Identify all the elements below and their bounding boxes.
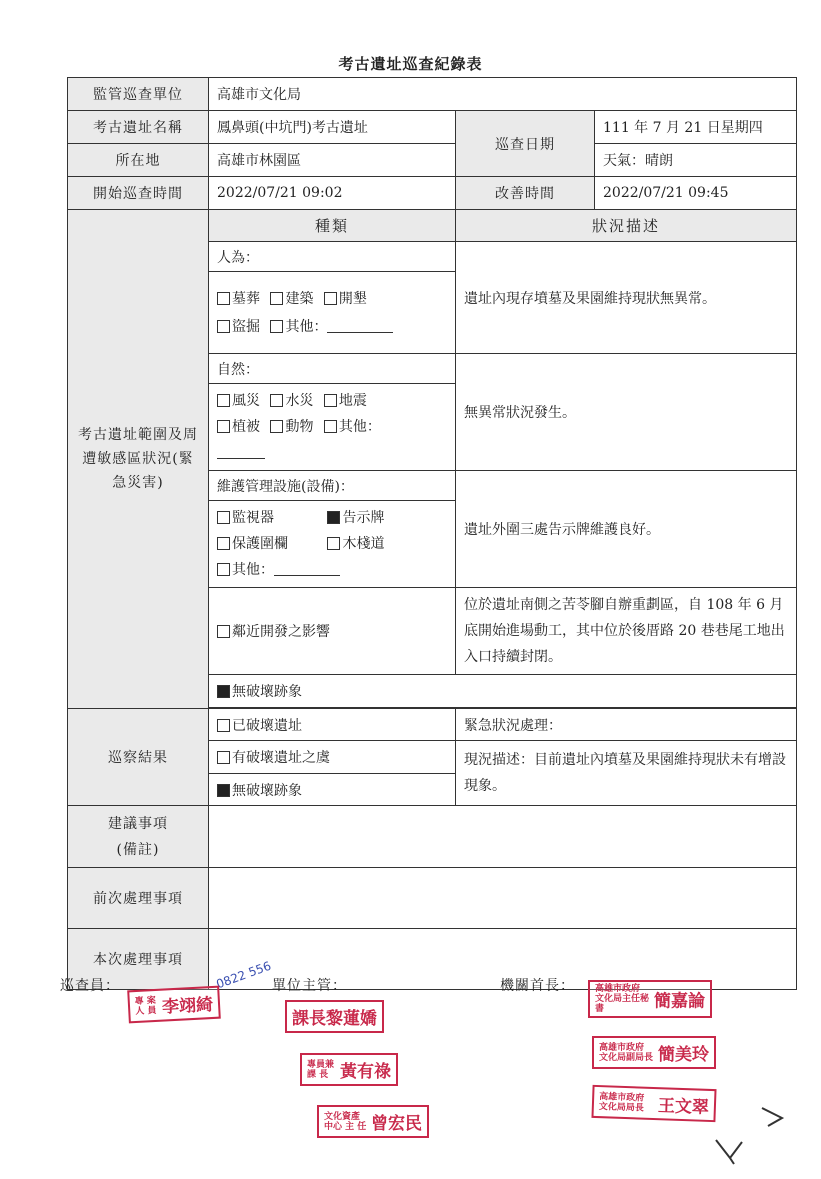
checkbox[interactable] xyxy=(270,292,283,305)
col-type-header: 種類 xyxy=(209,210,456,242)
checkbox[interactable] xyxy=(270,394,283,407)
option-vegetation[interactable]: 植被 xyxy=(217,419,260,435)
option-typhoon[interactable]: 風災 xyxy=(217,393,260,409)
supervisor-label: 單位主管： xyxy=(272,978,347,994)
blank-line xyxy=(274,563,340,576)
checkbox[interactable] xyxy=(217,563,230,576)
option-animal[interactable]: 動物 xyxy=(270,419,313,435)
option-other[interactable]: 其他： xyxy=(270,319,393,335)
facility-desc: 遺址外圍三處告示牌維護良好。 xyxy=(456,471,797,588)
checkbox[interactable] xyxy=(217,320,230,333)
blank-line xyxy=(327,320,393,333)
result-label: 巡察結果 xyxy=(68,709,209,806)
patrol-record-table xyxy=(67,77,797,990)
site-label: 考古遺址名稱 xyxy=(68,111,209,144)
checkbox[interactable] xyxy=(217,292,230,305)
checkbox[interactable] xyxy=(217,719,230,732)
site-value: 鳳鼻頭(中坑門)考古遺址 xyxy=(209,111,456,144)
natural-options xyxy=(209,384,456,471)
result-damaged[interactable]: 已破壞遺址 xyxy=(209,709,456,741)
inspector-stamp: 專 案 人 員 李翊綺 xyxy=(127,986,221,1024)
checkbox[interactable] xyxy=(217,751,230,764)
development-desc: 位於遺址南側之苦苓腳自辦重劃區，自 108 年 6 月底開始進場動工，其中位於後厝路 20 巷巷尾工地出入口持續封閉。 xyxy=(456,588,797,675)
secretary-stamp: 高雄市政府 文化局主任秘書 簡嘉論 xyxy=(588,980,712,1018)
prev-label: 前次處理事項 xyxy=(68,868,209,929)
checkbox-checked[interactable] xyxy=(327,511,340,524)
option-boardwalk[interactable]: 木棧道 xyxy=(327,536,384,552)
option-burial[interactable]: 墓葬 xyxy=(217,291,260,307)
suggest-label: 建議事項 (備註) xyxy=(68,806,209,868)
facility-options xyxy=(209,501,456,588)
location-label: 所在地 xyxy=(68,144,209,177)
start-time-label: 開始巡查時間 xyxy=(68,177,209,210)
option-earthquake[interactable]: 地震 xyxy=(324,393,367,409)
checkbox[interactable] xyxy=(217,511,230,524)
option-reclaim[interactable]: 開墾 xyxy=(324,291,367,307)
human-options xyxy=(209,272,456,354)
checkbox-checked[interactable] xyxy=(217,784,230,797)
section-chief-stamp: 課長黎蓮嬌 xyxy=(285,1000,384,1033)
head-label: 機關首長： xyxy=(500,978,575,994)
suggest-field[interactable] xyxy=(209,806,797,868)
section-label: 考古遺址範圍及周遭敏感區狀況(緊急災害) xyxy=(68,210,209,709)
checkbox[interactable] xyxy=(217,625,230,638)
director-stamp: 高雄市政府 文化局局長 王文翠 xyxy=(591,1085,716,1122)
checkbox[interactable] xyxy=(327,537,340,550)
checkbox[interactable] xyxy=(324,292,337,305)
specialist-stamp: 專員兼 課 長 黃有祿 xyxy=(300,1053,398,1086)
option-fence[interactable]: 保護圍欄 xyxy=(217,531,317,557)
current-status: 現況描述：目前遺址內墳墓及果園維持現狀未有增設現象。 xyxy=(456,741,797,806)
human-desc: 遺址內現存墳墓及果園維持現狀無異常。 xyxy=(456,242,797,354)
checkbox[interactable] xyxy=(217,537,230,550)
option-building[interactable]: 建築 xyxy=(270,291,313,307)
start-time-value: 2022/07/21 09:02 xyxy=(209,177,456,210)
checkbox[interactable] xyxy=(324,394,337,407)
improve-time-value: 2022/07/21 09:45 xyxy=(595,177,797,210)
option-other[interactable]: 其他： xyxy=(217,562,340,578)
deputy-director-stamp: 高雄市政府 文化局副局長 簡美玲 xyxy=(592,1036,716,1069)
result-risk[interactable]: 有破壞遺址之虞 xyxy=(209,741,456,774)
natural-title: 自然： xyxy=(209,354,456,384)
location-value: 高雄市林園區 xyxy=(209,144,456,177)
emergency-label: 緊急狀況處理： xyxy=(456,709,797,741)
center-director-stamp: 文化資產中心 主 任 曾宏民 xyxy=(317,1105,429,1138)
option-looting[interactable]: 盜掘 xyxy=(217,319,260,335)
handwritten-time: 0822 556 xyxy=(214,958,273,992)
blank-line xyxy=(217,446,265,459)
result-none[interactable]: 無破壞跡象 xyxy=(209,774,456,806)
human-title: 人為： xyxy=(209,242,456,272)
no-damage-option[interactable]: 無破壞跡象 xyxy=(209,675,797,708)
option-other[interactable]: 其他： xyxy=(324,419,381,435)
improve-time-label: 改善時間 xyxy=(456,177,595,210)
option-signboard[interactable]: 告示牌 xyxy=(327,510,384,526)
option-flood[interactable]: 水災 xyxy=(270,393,313,409)
this-label: 本次處理事項 xyxy=(68,929,209,990)
checkbox[interactable] xyxy=(217,420,230,433)
inspector-label: 巡查員： xyxy=(60,978,120,994)
date-label: 巡查日期 xyxy=(456,111,595,177)
unit-value: 高雄市文化局 xyxy=(209,78,797,111)
form-title: 考古遺址巡查紀錄表 xyxy=(338,55,483,73)
checkbox[interactable] xyxy=(324,420,337,433)
weather-value: 天氣：晴朗 xyxy=(595,144,797,177)
signature-mark xyxy=(700,1100,790,1170)
date-value: 111 年 7 月 21 日星期四 xyxy=(595,111,797,144)
col-desc-header: 狀況描述 xyxy=(456,210,797,242)
checkbox-checked[interactable] xyxy=(217,685,230,698)
prev-field[interactable] xyxy=(209,868,797,929)
option-cctv[interactable]: 監視器 xyxy=(217,505,317,531)
checkbox[interactable] xyxy=(270,420,283,433)
checkbox[interactable] xyxy=(217,394,230,407)
development-option[interactable]: 鄰近開發之影響 xyxy=(209,588,456,675)
facility-title: 維護管理設施(設備)： xyxy=(209,471,456,501)
unit-label: 監管巡查單位 xyxy=(68,78,209,111)
natural-desc: 無異常狀況發生。 xyxy=(456,354,797,471)
checkbox[interactable] xyxy=(270,320,283,333)
